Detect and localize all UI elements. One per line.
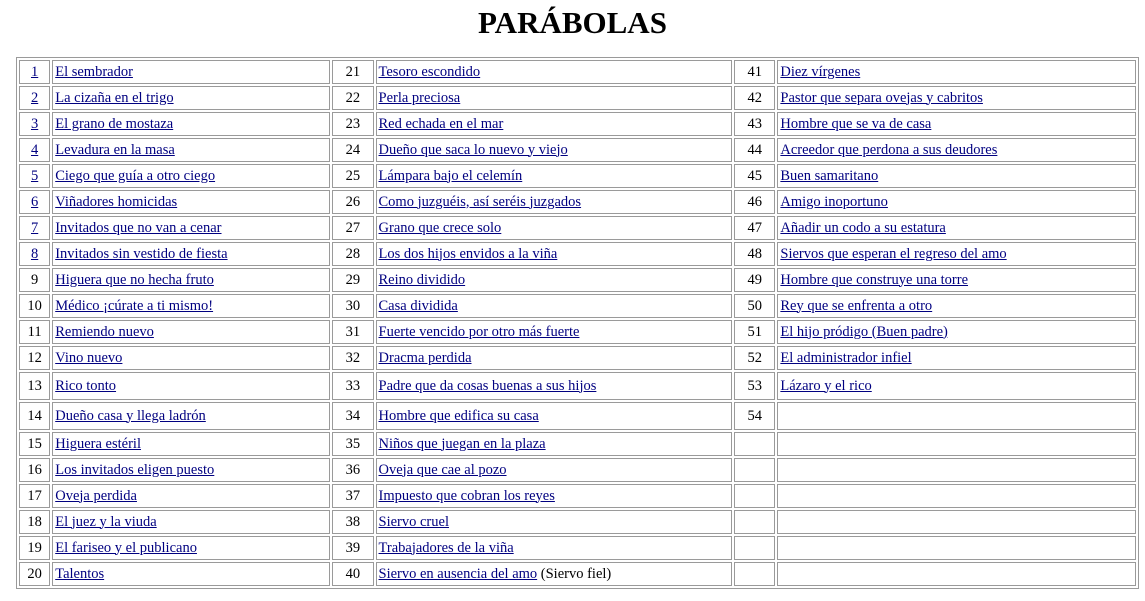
parable-title-link[interactable]: Oveja perdida (55, 487, 137, 504)
parable-title-cell (52, 268, 330, 292)
parable-title-cell (52, 86, 330, 110)
parable-number-cell (19, 268, 50, 292)
parable-number: 54 (747, 407, 762, 424)
table-row (19, 190, 1136, 214)
table-row (19, 432, 1136, 456)
parable-number: 11 (27, 323, 42, 340)
parable-title-link[interactable]: Grano que crece solo (378, 219, 502, 236)
parable-title-cell (376, 294, 733, 318)
parable-number-cell (19, 346, 50, 370)
page-title: PARÁBOLAS (478, 5, 667, 40)
parable-number: 40 (345, 565, 361, 582)
parable-number-cell (734, 216, 775, 240)
parable-number: 12 (27, 349, 42, 366)
parable-number-cell (332, 164, 373, 188)
parable-title-link[interactable]: El juez y la viuda (55, 513, 157, 530)
parable-number-cell (332, 484, 373, 508)
parable-title-cell (376, 112, 733, 136)
parable-number-cell (734, 138, 775, 162)
parable-title-cell (777, 562, 1136, 586)
table-row (19, 320, 1136, 344)
parable-number: 30 (345, 297, 361, 314)
parable-title-cell (376, 268, 733, 292)
parable-number-cell (19, 458, 50, 482)
parable-title-cell (777, 346, 1136, 370)
parable-title-cell (376, 86, 733, 110)
table-row (19, 536, 1136, 560)
parable-title-link[interactable]: Reino dividido (378, 271, 466, 288)
parable-number-cell (734, 190, 775, 214)
parable-number-cell (734, 242, 775, 266)
parable-title-link[interactable]: Ciego que guía a otro ciego (55, 167, 216, 184)
parable-title-cell (777, 164, 1136, 188)
parable-number-cell (734, 432, 775, 456)
parable-number: 31 (345, 323, 361, 340)
parable-number-cell (332, 432, 373, 456)
parable-number-cell (19, 294, 50, 318)
parable-title-cell (376, 216, 733, 240)
parable-title-cell (52, 484, 330, 508)
parable-title-cell (52, 372, 330, 400)
parable-title-cell (777, 372, 1136, 400)
parable-number: 18 (27, 513, 42, 530)
parable-number: 35 (345, 435, 361, 452)
parable-number-link[interactable]: 4 (30, 141, 39, 158)
parable-number-cell (734, 562, 775, 586)
parable-number-link[interactable]: 2 (30, 89, 39, 106)
parable-number: 37 (345, 487, 361, 504)
parable-title-link[interactable]: Casa dividida (378, 297, 458, 314)
parable-number: 38 (345, 513, 361, 530)
parable-title-link[interactable]: Lázaro y el rico (780, 377, 872, 394)
parable-number: 32 (345, 349, 361, 366)
table-row (19, 112, 1136, 136)
parable-title-cell (777, 432, 1136, 456)
parable-number-cell (734, 294, 775, 318)
parable-number-cell (332, 402, 373, 430)
parable-title-link[interactable]: Diez vírgenes (780, 63, 861, 80)
table-row (19, 372, 1136, 400)
parable-number-cell (19, 562, 50, 586)
table-row (19, 458, 1136, 482)
parable-title-link[interactable]: Siervo en ausencia del amo (378, 565, 538, 582)
parable-title-cell (777, 216, 1136, 240)
parable-title-link[interactable]: Levadura en la masa (55, 141, 175, 158)
parable-title-cell (376, 60, 733, 84)
parable-title-link[interactable]: Hombre que se va de casa (780, 115, 932, 132)
table-row (19, 484, 1136, 508)
parable-title-cell (777, 510, 1136, 534)
parable-title-cell (777, 190, 1136, 214)
parable-number: 24 (345, 141, 361, 158)
parable-number-cell (734, 112, 775, 136)
table-row (19, 164, 1136, 188)
parable-number: 22 (345, 89, 361, 106)
parable-title-link[interactable]: Talentos (55, 565, 105, 582)
parable-title-link[interactable]: Higuera que no hecha fruto (55, 271, 214, 288)
parable-number: 51 (747, 323, 762, 340)
parable-title-link[interactable]: Los dos hijos envidos a la viña (378, 245, 558, 262)
parable-number-cell (332, 562, 373, 586)
parable-title-link[interactable]: Padre que da cosas buenas a sus hijos (378, 377, 597, 394)
parable-title-note: (Siervo fiel) (537, 565, 612, 582)
parable-title-link[interactable]: Médico ¡cúrate a ti mismo! (55, 297, 214, 314)
parable-title-link[interactable]: Siervos que esperan el regreso del amo (780, 245, 1007, 262)
parable-title-cell (777, 138, 1136, 162)
parable-title-link[interactable]: El grano de mostaza (55, 115, 174, 132)
parable-number: 39 (345, 539, 361, 556)
parable-number-cell (332, 86, 373, 110)
parable-title-link[interactable]: Impuesto que cobran los reyes (378, 487, 555, 504)
parable-number: 44 (747, 141, 762, 158)
parable-title-cell (777, 458, 1136, 482)
parable-title-link[interactable]: Como juzguéis, así seréis juzgados (378, 193, 582, 210)
parable-number-cell (332, 242, 373, 266)
parable-number-cell (734, 510, 775, 534)
parable-number: 28 (345, 245, 361, 262)
parable-title-cell (777, 320, 1136, 344)
parable-title-link[interactable]: Añadir un codo a su estatura (780, 219, 946, 236)
parable-number: 21 (345, 63, 361, 80)
parable-title-cell (777, 484, 1136, 508)
parable-title-link[interactable]: Tesoro escondido (378, 63, 481, 80)
parable-number-cell (19, 402, 50, 430)
parable-title-cell (52, 138, 330, 162)
parable-title-cell (52, 216, 330, 240)
parable-title-cell (376, 190, 733, 214)
parable-number-cell (734, 458, 775, 482)
parable-title-link[interactable]: La cizaña en el trigo (55, 89, 174, 106)
parable-title-link[interactable]: Siervo cruel (378, 513, 449, 530)
parable-number-cell (19, 216, 50, 240)
table-row (19, 216, 1136, 240)
parable-number-link[interactable]: 5 (30, 167, 39, 184)
parable-title-link[interactable]: Lámpara bajo el celemín (378, 167, 523, 184)
parable-number: 47 (747, 219, 762, 236)
parable-number-cell (734, 164, 775, 188)
parable-number: 25 (345, 167, 361, 184)
parable-number: 15 (27, 435, 42, 452)
parable-number: 34 (345, 407, 361, 424)
parable-number: 49 (747, 271, 762, 288)
parable-title-cell (376, 562, 733, 586)
parable-title-cell (777, 60, 1136, 84)
parable-number-cell (19, 138, 50, 162)
parable-title-link[interactable]: Acreedor que perdona a sus deudores (780, 141, 998, 158)
parable-number: 19 (27, 539, 42, 556)
parable-title-link[interactable]: Dueño casa y llega ladrón (55, 407, 206, 424)
parable-title-cell (52, 562, 330, 586)
parable-title-link[interactable]: Invitados que no van a cenar (55, 219, 222, 236)
parable-number-cell (332, 510, 373, 534)
parable-title-link[interactable]: Rico tonto (55, 377, 117, 394)
parable-number-link[interactable]: 7 (30, 219, 39, 236)
parable-title-link[interactable]: Perla preciosa (378, 89, 461, 106)
parable-title-cell (376, 402, 733, 430)
parable-title-cell (777, 112, 1136, 136)
parable-number-cell (332, 346, 373, 370)
parable-title-cell (52, 458, 330, 482)
parable-number-cell (19, 164, 50, 188)
parable-title-cell (376, 510, 733, 534)
parable-number-cell (734, 60, 775, 84)
parable-number: 17 (27, 487, 42, 504)
parable-number-link[interactable]: 8 (30, 245, 39, 262)
parable-number: 14 (27, 407, 42, 424)
parable-number-link[interactable]: 1 (30, 63, 39, 80)
parable-title-link[interactable]: Red echada en el mar (378, 115, 504, 132)
parable-title-cell (52, 242, 330, 266)
parable-title-cell (52, 294, 330, 318)
parable-number-cell (19, 190, 50, 214)
parable-number-cell (19, 86, 50, 110)
parable-number-cell (19, 510, 50, 534)
parable-number: 33 (345, 377, 361, 394)
parable-title-link[interactable]: Vino nuevo (55, 349, 123, 366)
parable-number-cell (734, 268, 775, 292)
parable-title-link[interactable]: Hombre que construye una torre (780, 271, 969, 288)
parable-title-cell (376, 536, 733, 560)
parable-title-cell (52, 402, 330, 430)
parable-number-cell (332, 60, 373, 84)
parable-title-cell (376, 484, 733, 508)
table-row (19, 86, 1136, 110)
parable-number-cell (19, 536, 50, 560)
parable-number: 27 (345, 219, 361, 236)
parable-title-link[interactable]: Fuerte vencido por otro más fuerte (378, 323, 580, 340)
parable-number: 42 (747, 89, 762, 106)
parable-number-cell (332, 216, 373, 240)
parable-title-link[interactable]: El administrador infiel (780, 349, 912, 366)
table-row (19, 346, 1136, 370)
parable-number-cell (332, 320, 373, 344)
parable-number-cell (734, 484, 775, 508)
parable-title-link[interactable]: Remiendo nuevo (55, 323, 154, 340)
parable-title-cell (376, 164, 733, 188)
parable-title-link[interactable]: Amigo inoportuno (780, 193, 888, 210)
parable-number: 43 (747, 115, 762, 132)
parable-number-cell (19, 320, 50, 344)
parable-number: 46 (747, 193, 762, 210)
parable-title-link[interactable]: Dracma perdida (378, 349, 472, 366)
parable-number-cell (19, 112, 50, 136)
parable-title-link[interactable]: Trabajadores de la viña (378, 539, 514, 556)
parable-number-cell (19, 242, 50, 266)
parable-number: 48 (747, 245, 762, 262)
parable-number-cell (332, 138, 373, 162)
parable-number-cell (734, 346, 775, 370)
parable-number: 50 (747, 297, 762, 314)
parable-title-cell (376, 242, 733, 266)
parable-title-link[interactable]: Niños que juegan en la plaza (378, 435, 546, 452)
parable-title-cell (52, 164, 330, 188)
parable-number: 9 (30, 271, 39, 288)
table-row (19, 138, 1136, 162)
table-row (19, 402, 1136, 430)
parable-title-cell (52, 320, 330, 344)
parable-title-cell (52, 536, 330, 560)
parable-title-link[interactable]: Oveja que cae al pozo (378, 461, 507, 478)
table-row (19, 510, 1136, 534)
parable-number-cell (19, 432, 50, 456)
parable-title-link[interactable]: Buen samaritano (780, 167, 879, 184)
parable-number: 26 (345, 193, 361, 210)
parable-number-cell (332, 268, 373, 292)
parable-title-cell (376, 372, 733, 400)
parable-number-cell (332, 458, 373, 482)
parable-number-cell (734, 86, 775, 110)
parable-title-link[interactable]: Viñadores homicidas (55, 193, 178, 210)
parable-title-cell (777, 242, 1136, 266)
table-row (19, 60, 1136, 84)
parable-number-cell (734, 320, 775, 344)
parable-number: 20 (27, 565, 42, 582)
parable-title-link[interactable]: Rey que se enfrenta a otro (780, 297, 933, 314)
parable-title-link[interactable]: Los invitados eligen puesto (55, 461, 215, 478)
parable-title-cell (777, 402, 1136, 430)
parable-number-cell (734, 536, 775, 560)
parable-number: 52 (747, 349, 762, 366)
parable-title-link[interactable]: Invitados sin vestido de fiesta (55, 245, 228, 262)
parable-number: 53 (747, 377, 762, 394)
parable-number: 16 (27, 461, 42, 478)
parable-number-cell (332, 536, 373, 560)
parable-number: 36 (345, 461, 361, 478)
parable-title-link[interactable]: Pastor que separa ovejas y cabritos (780, 89, 983, 106)
parable-title-cell (52, 346, 330, 370)
parable-title-cell (52, 190, 330, 214)
parable-title-link[interactable]: El fariseo y el publicano (55, 539, 197, 556)
parable-number-cell (332, 372, 373, 400)
parable-number: 23 (345, 115, 361, 132)
parable-title-cell (777, 536, 1136, 560)
parable-title-link[interactable]: El sembrador (55, 63, 133, 80)
parable-number-link[interactable]: 3 (30, 115, 39, 132)
parable-title-cell (376, 458, 733, 482)
parables-table (16, 57, 1139, 589)
parable-title-cell (376, 346, 733, 370)
parable-number-link[interactable]: 6 (30, 193, 39, 210)
parable-number-cell (19, 60, 50, 84)
parable-number: 41 (747, 63, 762, 80)
parable-number-cell (19, 372, 50, 400)
table-row (19, 242, 1136, 266)
parable-number: 29 (345, 271, 361, 288)
table-row (19, 268, 1136, 292)
parable-title-link[interactable]: Hombre que edifica su casa (378, 407, 539, 424)
parable-number-cell (19, 484, 50, 508)
parable-number-cell (734, 372, 775, 400)
parable-number-cell (332, 190, 373, 214)
parable-title-link[interactable]: Dueño que saca lo nuevo y viejo (378, 141, 568, 158)
table-row (19, 562, 1136, 586)
parable-title-cell (52, 510, 330, 534)
parable-number: 13 (27, 377, 42, 394)
parable-title-cell (777, 86, 1136, 110)
parable-number: 10 (27, 297, 42, 314)
parable-title-cell (777, 294, 1136, 318)
parable-number-cell (734, 402, 775, 430)
parable-title-cell (376, 320, 733, 344)
parable-title-cell (52, 112, 330, 136)
parable-title-cell (777, 268, 1136, 292)
parable-title-link[interactable]: El hijo pródigo (Buen padre) (780, 323, 948, 340)
parable-number-cell (332, 112, 373, 136)
parable-title-cell (52, 60, 330, 84)
parable-number-cell (332, 294, 373, 318)
parable-title-cell (52, 432, 330, 456)
table-row (19, 294, 1136, 318)
parable-title-link[interactable]: Higuera estéril (55, 435, 141, 452)
parable-title-cell (376, 138, 733, 162)
parable-title-cell (376, 432, 733, 456)
parable-number: 45 (747, 167, 762, 184)
